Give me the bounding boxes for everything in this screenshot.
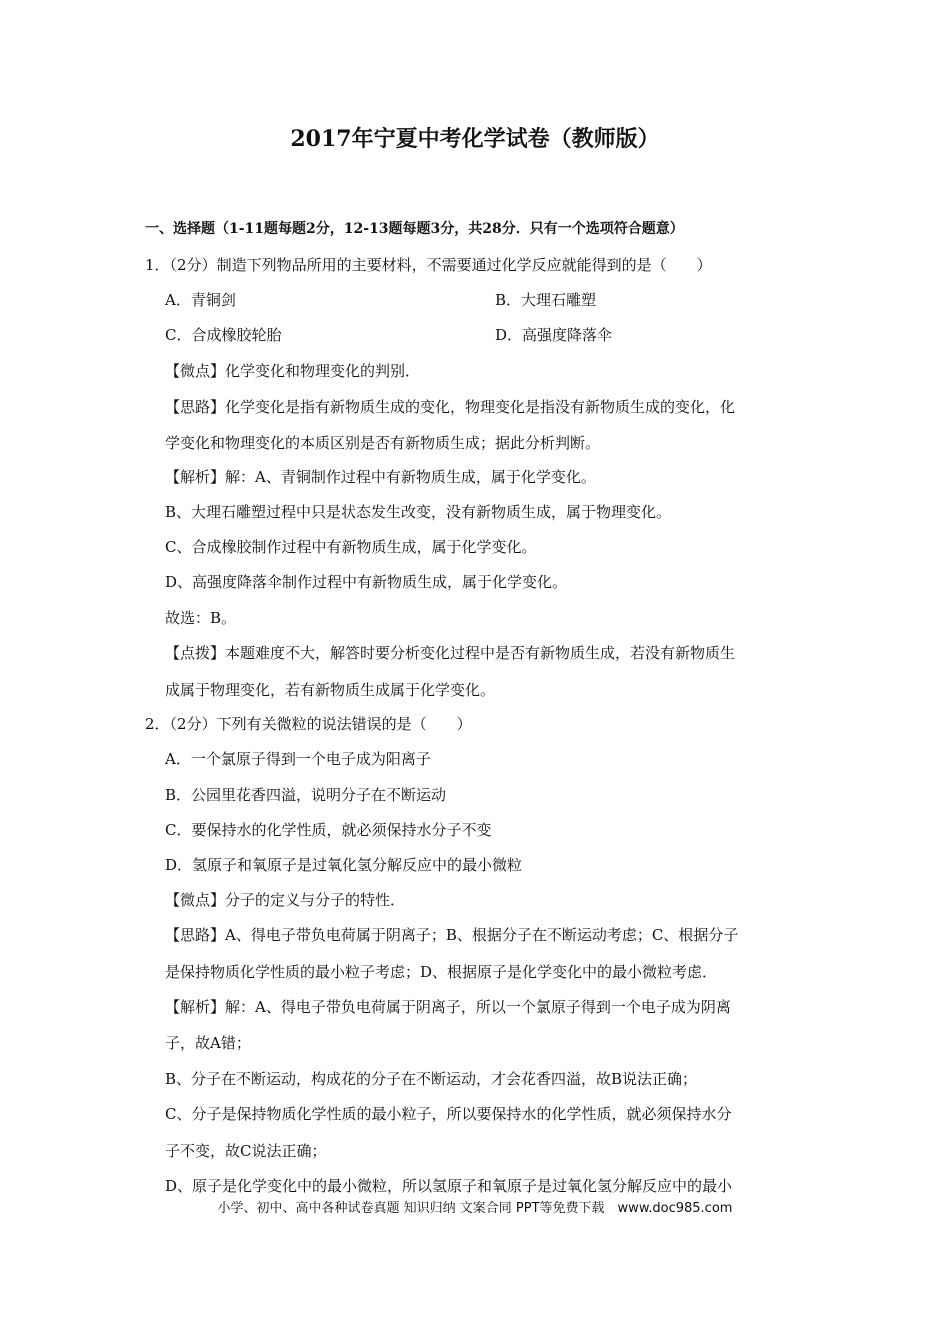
analysis-line-3: B、分子在不断运动，构成花的分子在不断运动，才会花香四溢，故B说法正确；: [165, 1070, 698, 1088]
tip-line-2: 成属于物理变化，若有新物质生成属于化学变化。: [165, 681, 496, 699]
idea-line-2: 学变化和物理变化的本质区别是否有新物质生成；据此分析判断。: [165, 434, 601, 452]
analysis-line-4: C、分子是保持物质化学性质的最小粒子，所以要保持水的化学性质，就必须保持水分: [165, 1105, 732, 1123]
section-heading: 一、选择题（1-11题每题2分，12-13题每题3分，共28分．只有一个选项符合题意）: [145, 221, 684, 237]
idea-line-2: 是保持物质化学性质的最小粒子考虑；D、根据原子是化学变化中的最小微粒考虑．: [165, 963, 718, 981]
option-c: C．合成橡胶轮胎: [165, 326, 282, 344]
analysis-line-1: 【解析】解：A、得电子带负电荷属于阴离子，所以一个氯原子得到一个电子成为阴离: [165, 998, 731, 1016]
analysis-line-2: 子，故A错；: [165, 1034, 251, 1052]
answer-choice: 故选：B。: [165, 609, 237, 627]
tip-line-1: 【点拨】本题难度不大，解答时要分析变化过程中是否有新物质生成，若没有新物质生: [165, 644, 736, 662]
option-c: C．要保持水的化学性质，就必须保持水分子不变: [165, 821, 492, 839]
option-a: A．青铜剑: [165, 291, 236, 309]
footer-banner: 小学、初中、高中各种试卷真题 知识归纳 文案合同 PPT等免费下载 www.doc985.com: [217, 1201, 733, 1216]
key-point: 【微点】化学变化和物理变化的判别．: [165, 362, 421, 380]
analysis-line-4: D、高强度降落伞制作过程中有新物质生成，属于化学变化。: [165, 573, 568, 591]
question-stem: 2．（2分）下列有关微粒的说法错误的是（ ）: [145, 715, 472, 733]
option-b: B．大理石雕塑: [495, 291, 597, 309]
option-b: B．公园里花香四溢，说明分子在不断运动: [165, 786, 447, 804]
analysis-line-3: C、合成橡胶制作过程中有新物质生成，属于化学变化。: [165, 538, 537, 556]
idea-line-1: 【思路】A、得电子带负电荷属于阴离子；B、根据分子在不断运动考虑；C、根据分子: [165, 926, 739, 944]
option-a: A．一个氯原子得到一个电子成为阳离子: [165, 750, 431, 768]
analysis-line-5: 子不变，故C说法正确；: [165, 1142, 327, 1160]
question-stem: 1．（2分）制造下列物品所用的主要材料，不需要通过化学反应就能得到的是（ ）: [145, 256, 712, 274]
idea-line-1: 【思路】化学变化是指有新物质生成的变化，物理变化是指没有新物质生成的变化，化: [165, 398, 736, 416]
option-d: D．氢原子和氧原子是过氧化氢分解反应中的最小微粒: [165, 856, 523, 874]
analysis-line-6: D、原子是化学变化中的最小微粒，所以氢原子和氧原子是过氧化氢分解反应中的最小: [165, 1177, 733, 1195]
option-d: D．高强度降落伞: [495, 326, 613, 344]
page-title: 2017年宁夏中考化学试卷（教师版）: [290, 126, 660, 152]
analysis-line-2: B、大理石雕塑过程中只是状态发生改变，没有新物质生成，属于物理变化。: [165, 503, 672, 521]
analysis-line-1: 【解析】解：A、青铜制作过程中有新物质生成，属于化学变化。: [165, 468, 596, 486]
key-point: 【微点】分子的定义与分子的特性．: [165, 891, 406, 909]
